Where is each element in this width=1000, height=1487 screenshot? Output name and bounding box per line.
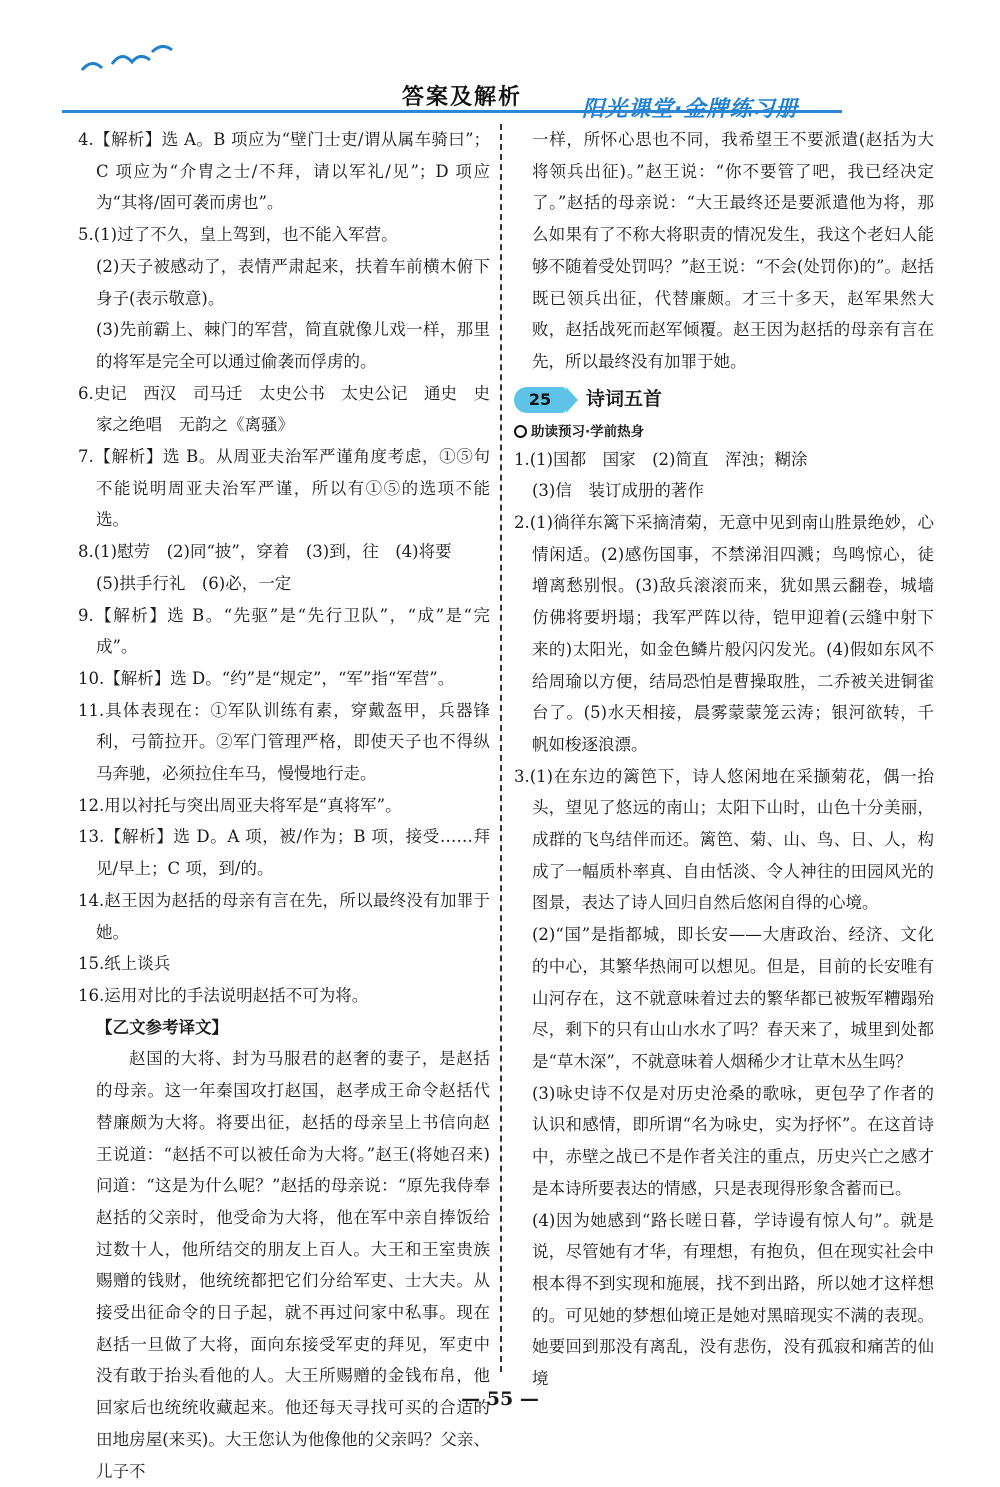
- subsection-title: 助读预习·学前热身: [531, 423, 645, 440]
- subsection-header: [514, 420, 934, 444]
- answer-4: 4.【解析】选 A。B 项应为“壁门士吏/谓从属车骑曰”；C 项应为“介胄之士/不拜，请以军礼/见”；D 项应为“其将/固可袭而虏也”。: [78, 130, 490, 213]
- answer-7: 7.【解析】选 B。从周亚夫治军严谨角度考虑，①⑤句不能说明周亚夫治军严谨，所以有①⑤的选项不能选。: [78, 447, 490, 530]
- answer-r2: 2.(1)徜徉东篱下采摘清菊，无意中见到南山胜景绝妙，心情闲适。(2)感伤国事，不禁涕泪四溅；鸟鸣惊心，徒增离愁别恨。(3)敌兵滚滚而来，犹如黑云翻卷，城墙仿佛将要坍塌；我军严阵以待，铠甲迎着(云缝中射下来的)太阳光，如金色鳞片般闪闪发光。(4)假如东风不给周瑜以方便，结局恐怕是曹操取胜，二乔被关进铜雀台了。(5)水天相接，晨雾蒙蒙笼云涛；银河欲转，千帆如梭逐浪漂。: [514, 513, 934, 754]
- header-rule: [62, 110, 842, 113]
- birds-icon: [72, 40, 192, 80]
- header-brand: [582, 92, 798, 123]
- page-header: [62, 40, 940, 118]
- section-header: [514, 382, 934, 418]
- section-title: 诗词五首: [586, 387, 663, 410]
- answer-r3-3: (3)咏史诗不仅是对历史沧桑的歌咏，更包孕了作者的认识和感情，即所谓“名为咏史，实为抒怀”。在这首诗中，赤壁之战已不是作者关注的重点，历史兴亡之感才是本诗所要表达的情感，只是表现得形象含蓄而已。: [532, 1083, 934, 1198]
- answer-10: 10.【解析】选 D。“约”是“规定”，“军”指“军营”。: [78, 668, 455, 688]
- answer-6: 6.史记 西汉 司马迁 太史公书 太史公记 通史 史家之绝唱 无韵之《离骚》: [78, 383, 490, 435]
- answer-8-b: (5)拱手行礼 (6)必，一定: [96, 573, 292, 593]
- answer-r3-2: (2)“国”是指都城，即长安——大唐政治、经济、文化的中心，其繁华热闹可以想见。但是，目前的长安唯有山河存在，这不就意味着过去的繁华都已被叛军糟蹋殆尽，剩下的只有山山水水了吗？春天来了，城里到处都是“草木深”，不就意味着人烟稀少才让草木丛生吗？: [532, 925, 934, 1071]
- translation-continuation: 一样，所怀心思也不同，我希望王不要派遣(赵括为大将领兵出征)。”赵王说：“你不要管了吧，我已经决定了。”赵括的母亲说：“大王最终还是要派遣他为将，那么如果有了不称大将职责的情况发生，我这个老妇人能够不随着受处罚吗？”赵王说：“不会(处罚你)的”。赵括既已领兵出征，代替廉颇。才三十多天，赵军果然大败，赵括战死而赵军倾覆。赵王因为赵括的母亲有言在先，所以最终没有加罪于她。: [532, 130, 934, 371]
- answer-r3-4: (4)因为她感到“路长嗟日暮，学诗谩有惊人句”。就是说，尽管她有才华，有理想，有抱负，但在现实社会中根本得不到实现和施展，找不到出路，所以她才这样想的。可见她的梦想仙境正是她对黑暗现实不满的表现。她要回到那没有离乱，没有悲伤，没有孤寂和痛苦的仙境: [532, 1210, 934, 1389]
- answer-13: 13.【解析】选 D。A 项，被/作为；B 项，接受……拜见/早上；C 项，到/的。: [78, 827, 490, 879]
- circle-bullet-icon: [514, 425, 527, 438]
- answer-r1-a: 1.(1)国都 国家 (2)简直 浑浊；糊涂: [514, 449, 808, 469]
- answer-16: 16.运用对比的手法说明赵括不可为将。: [78, 985, 369, 1005]
- page-number: — 55 —: [461, 1388, 539, 1410]
- answer-r1-b: (3)信 装订成册的著作: [532, 481, 704, 501]
- answer-9: 9.【解析】选 B。“先驱”是“先行卫队”，“成”是“完成”。: [78, 605, 490, 657]
- answer-5-3: (3)先前霸上、棘门的军营，简直就像儿戏一样，那里的将军是完全可以通过偷袭而俘虏的。: [96, 320, 490, 371]
- answer-r3-1: 3.(1)在东边的篱笆下，诗人悠闲地在采撷菊花，偶一抬头，望见了悠远的南山；太阳下山时，山色十分美丽，成群的飞鸟结伴而还。篱笆、菊、山、鸟、日、人，构成了一幅质朴率真、自由恬淡、令人神往的田园风光的图景，表达了诗人回归自然后悠闲自得的心境。: [514, 766, 934, 913]
- answer-5-2: (2)天子被感动了，表情严肃起来，扶着车前横木俯下身子(表示敬意)。: [96, 256, 490, 308]
- answer-5-1: 5.(1)过了不久，皇上驾到，也不能入军营。: [78, 225, 398, 245]
- translation-text: 赵国的大将、封为马服君的赵奢的妻子，是赵括的母亲。这一年秦国攻打赵国，赵孝成王命令赵括代替廉颇为大将。将要出征，赵括的母亲呈上书信向赵王说道：“赵括不可以被任命为大将。”赵王(将她召来)问道：“这是为什么呢？”赵括的母亲说：“原先我侍奉赵括的父亲时，他受命为大将，他在军中亲自捧饭给过数十人，他所结交的朋友上百人。大王和王室贵族赐赠的钱财，他统统都把它们分给军吏、士大夫。从接受出征命令的日子起，就不再过问家中私事。现在赵括一旦做了大将，面向东接受军吏的拜见，军吏中没有敢于抬头看他的人。大王所赐赠的金钱布帛，他回家后也统统收藏起来。他还每天寻找可买的合适的田地房屋(来买)。大王您认为他像他的父亲吗？父亲、儿子不: [96, 1049, 490, 1481]
- answer-14: 14.赵王因为赵括的母亲有言在先，所以最终没有加罪于她。: [78, 890, 490, 942]
- column-divider: [500, 124, 502, 1372]
- translation-heading: 【乙文参考译文】: [96, 1017, 228, 1037]
- header-title: 答案及解析: [402, 85, 523, 110]
- section-number-badge: 25: [514, 387, 566, 413]
- answer-15: 15.纸上谈兵: [78, 954, 171, 974]
- left-column: [78, 124, 490, 1487]
- answer-11: 11.具体表现在：①军队训练有素，穿戴盔甲，兵器锋利，弓箭拉开。②军门管理严格，即使天子也不得纵马奔驰，必须拉住车马，慢慢地行走。: [78, 700, 490, 784]
- answer-12: 12.用以衬托与突出周亚夫将军是“真将军”。: [78, 795, 402, 815]
- answer-8-a: 8.(1)慰劳 (2)同“披”，穿着 (3)到，往 (4)将要: [78, 542, 452, 562]
- right-column: [514, 124, 934, 1395]
